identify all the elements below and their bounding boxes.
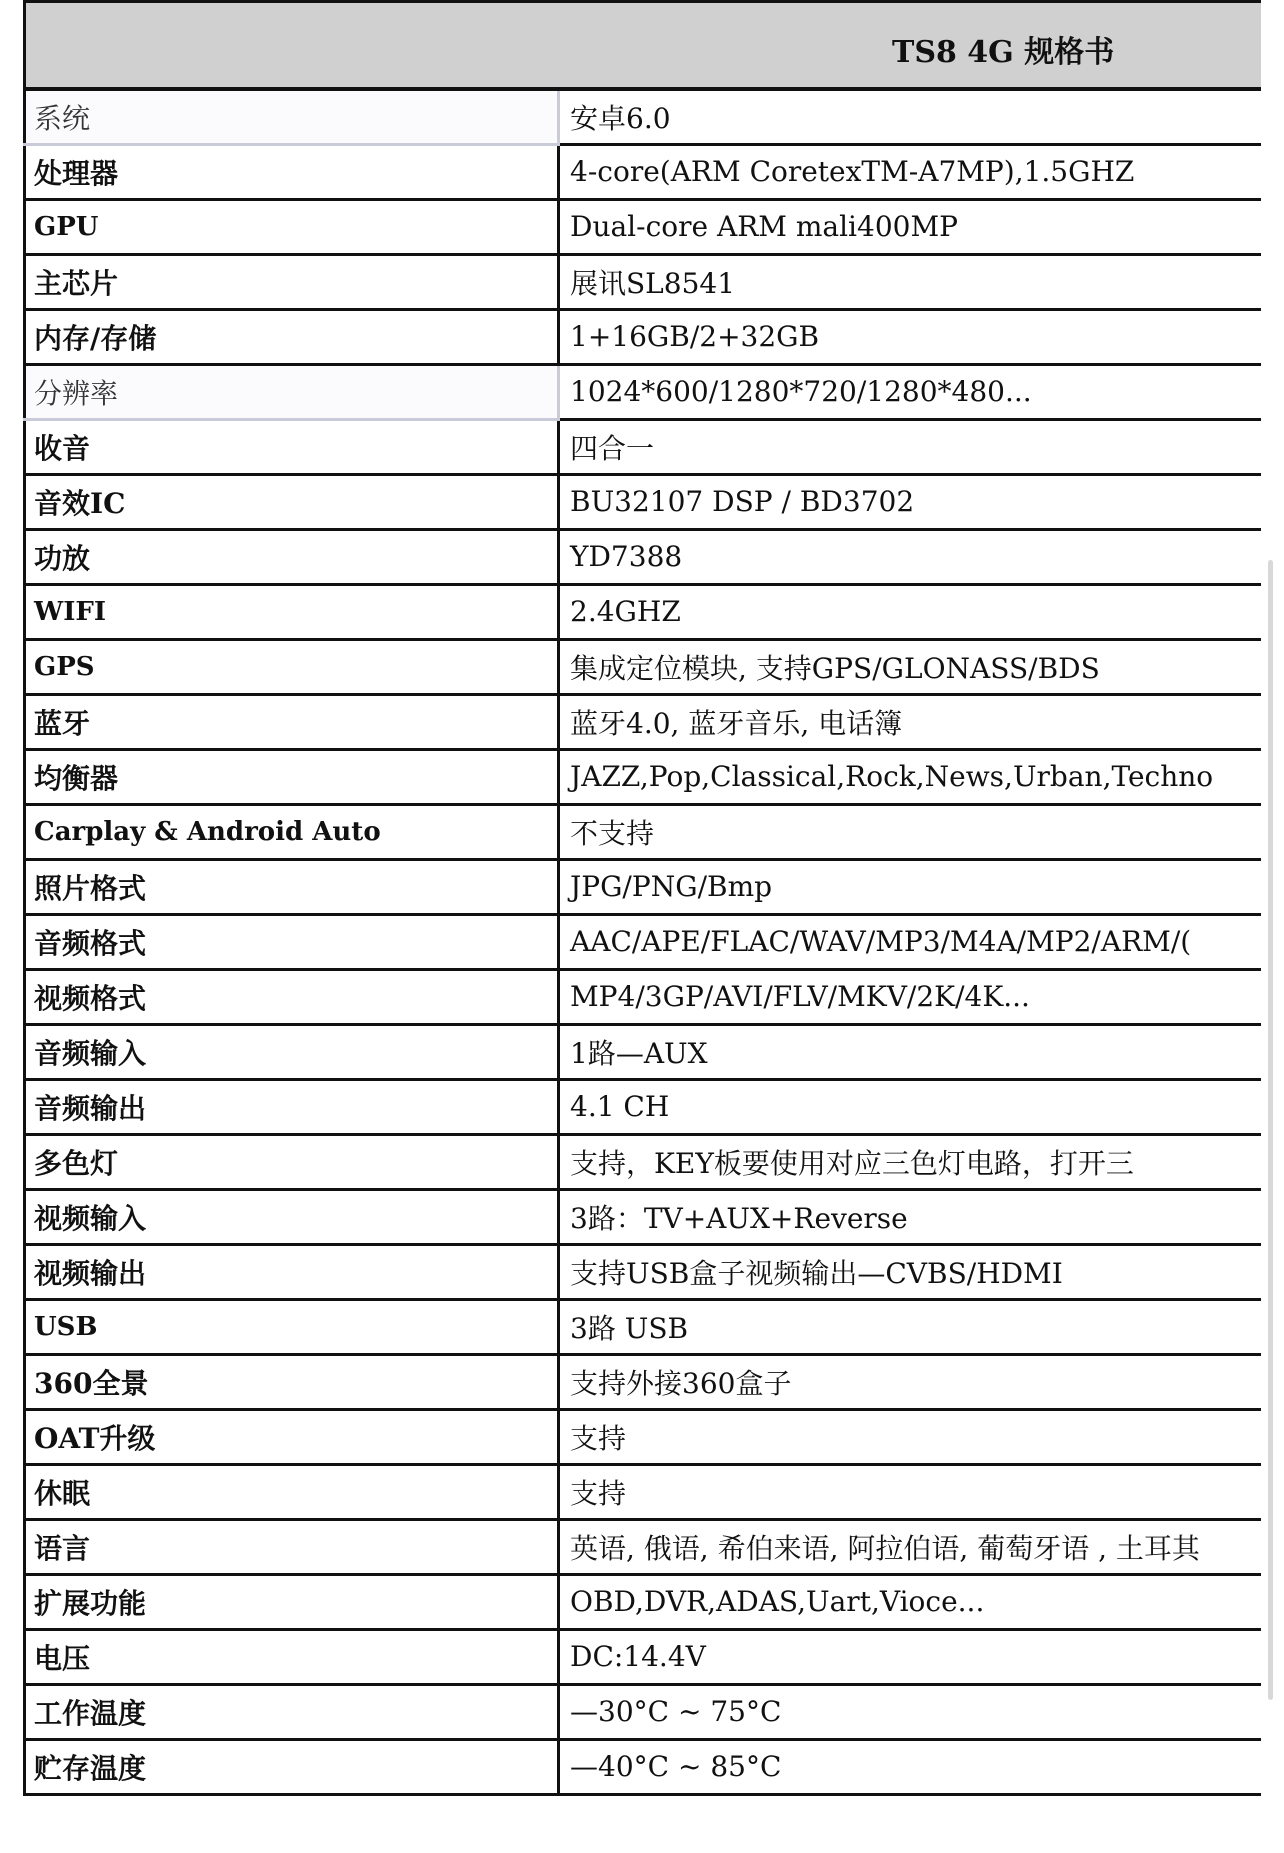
spec-row xyxy=(25,694,1284,749)
spec-label: 视频格式 xyxy=(25,969,559,1024)
spec-label: USB xyxy=(25,1299,559,1354)
spec-label: GPS xyxy=(25,639,559,694)
spec-value: 1路—AUX xyxy=(559,1024,1284,1079)
spec-row xyxy=(25,584,1284,639)
spec-value: 支持，KEY板要使用对应三色灯电路，打开三 xyxy=(559,1134,1284,1189)
spec-row xyxy=(25,859,1284,914)
spec-label: GPU xyxy=(25,199,559,254)
spec-value: MP4/3GP/AVI/FLV/MKV/2K/4K... xyxy=(559,969,1284,1024)
spec-value: 3路：TV+AUX+Reverse xyxy=(559,1189,1284,1244)
spec-value: 支持USB盒子视频输出—CVBS/HDMI xyxy=(559,1244,1284,1299)
spec-row xyxy=(25,529,1284,584)
spec-row xyxy=(25,639,1284,694)
spec-value: 展讯SL8541 xyxy=(559,254,1284,309)
spec-label: 功放 xyxy=(25,529,559,584)
spec-value: 4-core(ARM CoretexTM-A7MP),1.5GHZ xyxy=(559,144,1284,199)
spec-row xyxy=(25,1684,1284,1739)
spec-value: 安卓6.0 xyxy=(559,89,1284,144)
spec-row xyxy=(25,804,1284,859)
spec-value: —30°C ~ 75°C xyxy=(559,1684,1284,1739)
title-cell xyxy=(25,2,1284,90)
spec-value: 1024*600/1280*720/1280*480... xyxy=(559,364,1284,419)
spec-label: 语言 xyxy=(25,1519,559,1574)
spec-row xyxy=(25,1464,1284,1519)
spec-row xyxy=(25,1519,1284,1574)
spec-label: 均衡器 xyxy=(25,749,559,804)
spec-label: WIFI xyxy=(25,584,559,639)
spec-row xyxy=(25,1739,1284,1794)
spec-row xyxy=(25,749,1284,804)
sheet-title: TS8 4G 规格书 xyxy=(892,35,1115,70)
spec-label: 多色灯 xyxy=(25,1134,559,1189)
spec-label: 系统 xyxy=(25,89,559,144)
spec-label: 内存/存储 xyxy=(25,309,559,364)
spec-label: OAT升级 xyxy=(25,1409,559,1464)
spec-row xyxy=(25,89,1284,144)
spec-value: 4.1 CH xyxy=(559,1079,1284,1134)
spec-row xyxy=(25,1409,1284,1464)
spec-row xyxy=(25,1134,1284,1189)
spec-row xyxy=(25,1574,1284,1629)
spec-label: 音效IC xyxy=(25,474,559,529)
spec-label: 扩展功能 xyxy=(25,1574,559,1629)
spec-row xyxy=(25,1024,1284,1079)
spec-row xyxy=(25,309,1284,364)
spec-value: —40°C ~ 85°C xyxy=(559,1739,1284,1794)
spec-value: BU32107 DSP / BD3702 xyxy=(559,474,1284,529)
spec-value: DC:14.4V xyxy=(559,1629,1284,1684)
spec-label: 蓝牙 xyxy=(25,694,559,749)
spec-value: 英语, 俄语, 希伯来语, 阿拉伯语, 葡萄牙语 , 土耳其 xyxy=(559,1519,1284,1574)
spec-value: AAC/APE/FLAC/WAV/MP3/M4A/MP2/ARM/( xyxy=(559,914,1284,969)
scrollbar[interactable] xyxy=(1268,560,1273,1700)
spec-value: 不支持 xyxy=(559,804,1284,859)
spec-sheet xyxy=(23,0,1284,1853)
spec-value: Dual-core ARM mali400MP xyxy=(559,199,1284,254)
spec-value: 支持 xyxy=(559,1464,1284,1519)
spec-row xyxy=(25,969,1284,1024)
spec-label: 收音 xyxy=(25,419,559,474)
spec-row xyxy=(25,1354,1284,1409)
spec-value: OBD,DVR,ADAS,Uart,Vioce... xyxy=(559,1574,1284,1629)
spec-label: 贮存温度 xyxy=(25,1739,559,1794)
spec-table xyxy=(23,0,1284,1796)
spec-row xyxy=(25,914,1284,969)
spec-label: 主芯片 xyxy=(25,254,559,309)
spec-label: 工作温度 xyxy=(25,1684,559,1739)
spec-value: 四合一 xyxy=(559,419,1284,474)
spec-row xyxy=(25,474,1284,529)
spec-label: 照片格式 xyxy=(25,859,559,914)
spec-label: 电压 xyxy=(25,1629,559,1684)
spec-value: 2.4GHZ xyxy=(559,584,1284,639)
spec-row xyxy=(25,1244,1284,1299)
spec-value: JAZZ,Pop,Classical,Rock,News,Urban,Techno xyxy=(559,749,1284,804)
spec-value: 支持外接360盒子 xyxy=(559,1354,1284,1409)
spec-row xyxy=(25,199,1284,254)
spec-label: 分辨率 xyxy=(25,364,559,419)
spec-label: 视频输入 xyxy=(25,1189,559,1244)
spec-value: 集成定位模块, 支持GPS/GLONASS/BDS xyxy=(559,639,1284,694)
spec-row xyxy=(25,144,1284,199)
spec-value: 1+16GB/2+32GB xyxy=(559,309,1284,364)
spec-label: 休眠 xyxy=(25,1464,559,1519)
spec-label: 音频输入 xyxy=(25,1024,559,1079)
spec-row xyxy=(25,254,1284,309)
spec-value: 3路 USB xyxy=(559,1299,1284,1354)
spec-label: 处理器 xyxy=(25,144,559,199)
spec-value: JPG/PNG/Bmp xyxy=(559,859,1284,914)
spec-row xyxy=(25,1189,1284,1244)
spec-row xyxy=(25,419,1284,474)
spec-row xyxy=(25,1079,1284,1134)
spec-label: 360全景 xyxy=(25,1354,559,1409)
spec-row xyxy=(25,1629,1284,1684)
spec-row xyxy=(25,1299,1284,1354)
spec-label: 音频格式 xyxy=(25,914,559,969)
spec-value: 支持 xyxy=(559,1409,1284,1464)
title-row xyxy=(25,2,1284,90)
spec-row xyxy=(25,364,1284,419)
spec-label: 音频输出 xyxy=(25,1079,559,1134)
spec-value: YD7388 xyxy=(559,529,1284,584)
spec-label: 视频输出 xyxy=(25,1244,559,1299)
spec-value: 蓝牙4.0, 蓝牙音乐, 电话簿 xyxy=(559,694,1284,749)
spec-label: Carplay & Android Auto xyxy=(25,804,559,859)
